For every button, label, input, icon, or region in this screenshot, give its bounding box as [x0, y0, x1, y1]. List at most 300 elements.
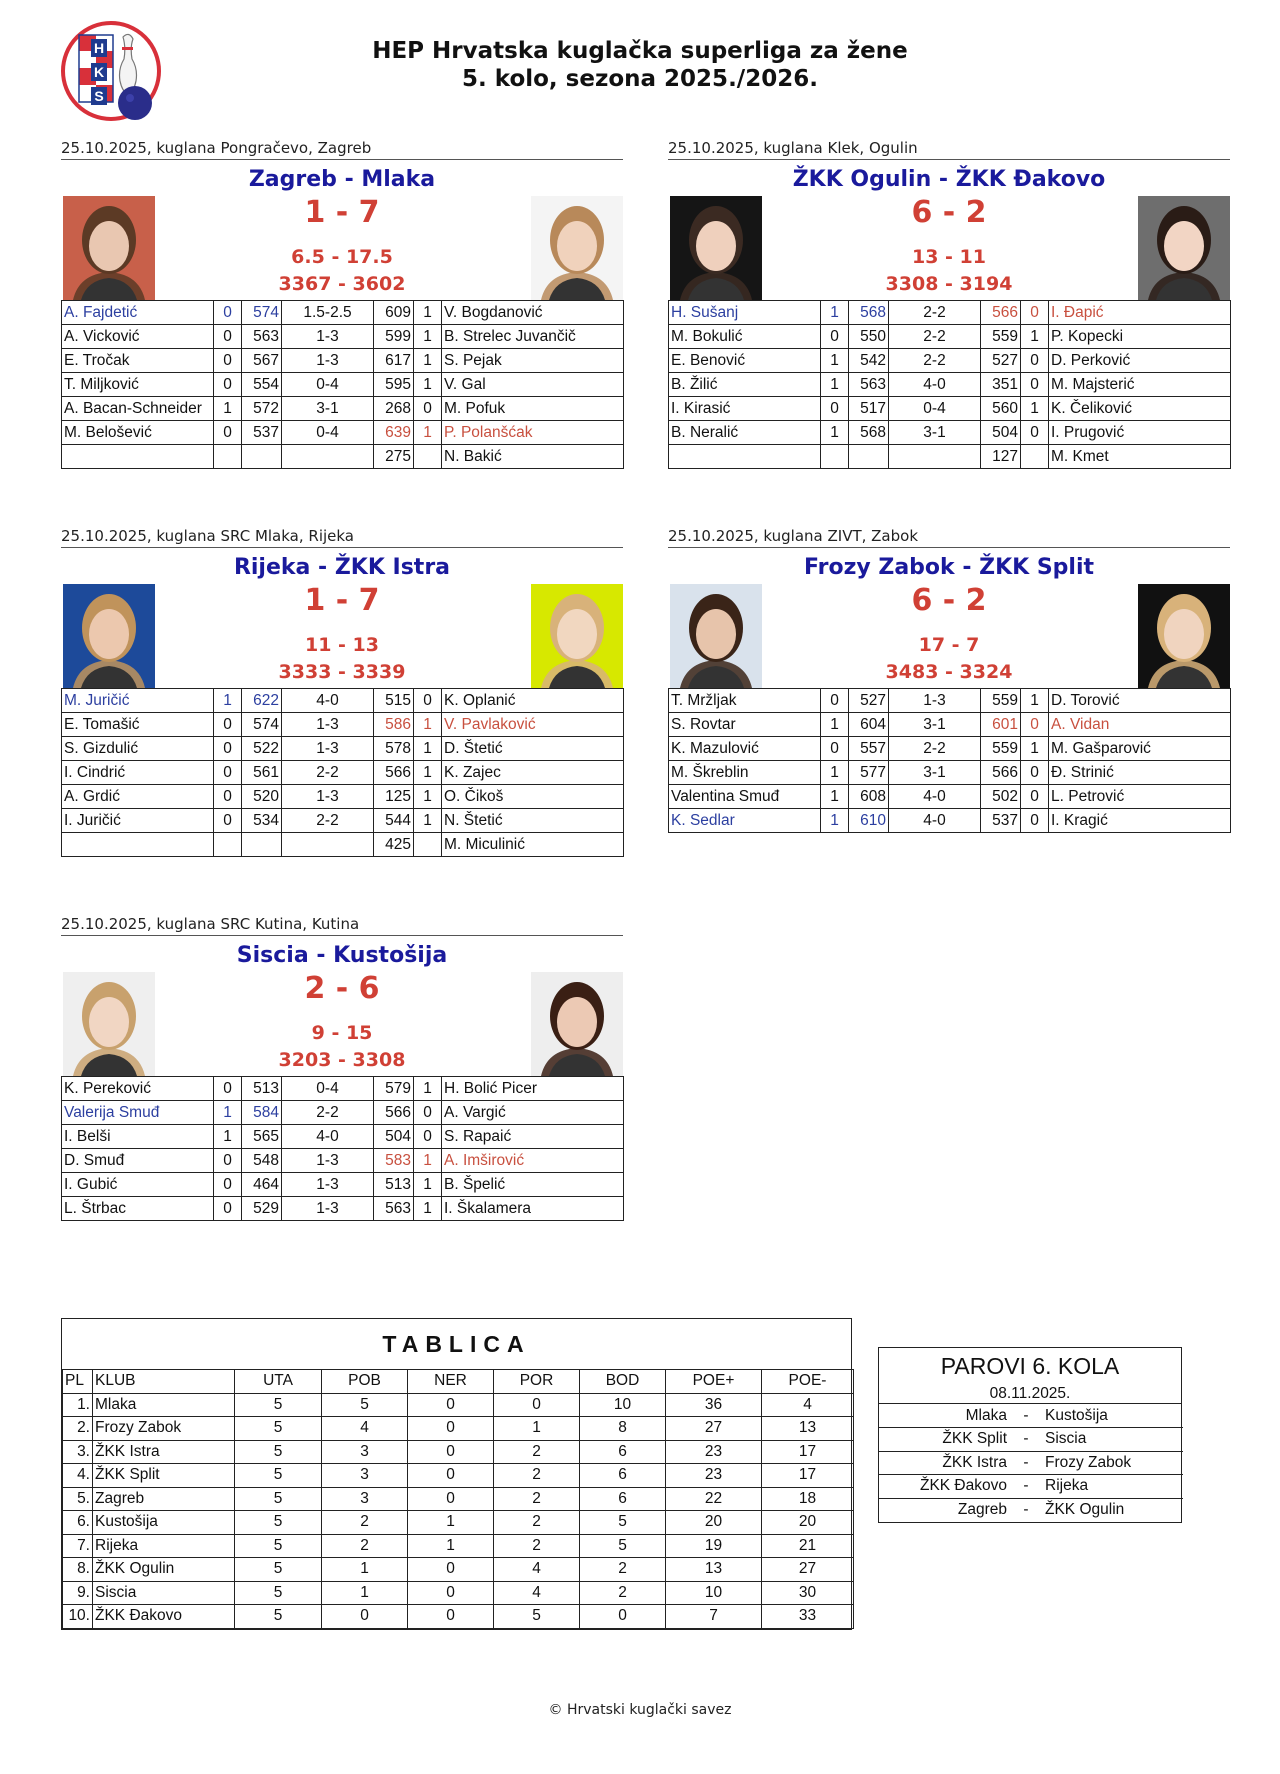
home-player: M. Škreblin: [669, 761, 821, 785]
away-player: K. Zajec: [442, 761, 624, 785]
away-point: [414, 833, 442, 857]
away-point: 1: [414, 325, 442, 349]
pair-row: [879, 1475, 1183, 1499]
table-row: [62, 397, 624, 421]
home-point: [214, 445, 242, 469]
table-row: [62, 325, 624, 349]
standings-header-cell: POR: [494, 1370, 580, 1394]
standings-cell: 36: [666, 1393, 762, 1417]
standings-cell: 3: [322, 1464, 408, 1488]
home-player: B. Žilić: [669, 373, 821, 397]
standings-cell: 5: [580, 1534, 666, 1558]
set-result: [282, 833, 374, 857]
standings-cell: 2: [494, 1464, 580, 1488]
home-player: Valentina Smuđ: [669, 785, 821, 809]
away-player: V. Pavlaković: [442, 713, 624, 737]
home-point: 0: [214, 809, 242, 833]
away-player: K. Čeliković: [1049, 397, 1231, 421]
home-point: 1: [821, 761, 849, 785]
match-sets: 11 - 13: [305, 634, 379, 656]
away-point: 1: [414, 373, 442, 397]
home-point: 0: [214, 349, 242, 373]
match-score: 6 - 2: [911, 583, 987, 618]
standings-cell: 4: [322, 1417, 408, 1441]
away-point: 1: [414, 1173, 442, 1197]
away-score: 515: [374, 689, 414, 713]
standings-cell: 5: [235, 1534, 322, 1558]
away-score: 559: [981, 689, 1021, 713]
set-result: [889, 445, 981, 469]
standings-cell: 5: [235, 1393, 322, 1417]
away-player: I. Prugović: [1049, 421, 1231, 445]
set-result: 4-0: [282, 1125, 374, 1149]
away-player: S. Pejak: [442, 349, 624, 373]
pair-home: ŽKK Split: [879, 1428, 1011, 1452]
away-player: S. Rapaić: [442, 1125, 624, 1149]
standings-header-cell: POE+: [666, 1370, 762, 1394]
away-score: 125: [374, 785, 414, 809]
match-score: 6 - 2: [911, 195, 987, 230]
set-result: 2-2: [889, 349, 981, 373]
standings-cell: 2: [322, 1534, 408, 1558]
page-subtitle: 5. kolo, sezona 2025./2026.: [462, 66, 818, 92]
home-score: 608: [849, 785, 889, 809]
home-score: 527: [849, 689, 889, 713]
standings-cell: 27: [666, 1417, 762, 1441]
standings-cell: 21: [762, 1534, 854, 1558]
standings-cell: ŽKK Istra: [93, 1440, 235, 1464]
home-player: A. Vicković: [62, 325, 214, 349]
match-score: 2 - 6: [304, 971, 380, 1006]
home-score: [242, 833, 282, 857]
standings-cell: 1: [322, 1581, 408, 1605]
home-point: 0: [214, 761, 242, 785]
home-player: I. Gubić: [62, 1173, 214, 1197]
standings-cell: 6: [580, 1440, 666, 1464]
home-score: 517: [849, 397, 889, 421]
standings-cell: 2: [494, 1487, 580, 1511]
away-player-photo: [1138, 584, 1230, 688]
home-score: 529: [242, 1197, 282, 1221]
away-point: [414, 445, 442, 469]
standings-cell: 5: [235, 1464, 322, 1488]
set-result: 0-4: [282, 1077, 374, 1101]
set-result: 0-4: [889, 397, 981, 421]
away-player: I. Đapić: [1049, 301, 1231, 325]
standings-cell: 20: [762, 1511, 854, 1535]
away-score: 566: [981, 301, 1021, 325]
set-result: 1-3: [282, 1173, 374, 1197]
pair-dash: -: [1023, 1501, 1029, 1518]
home-point: 1: [214, 689, 242, 713]
pair-row: [879, 1498, 1183, 1522]
table-row: [62, 1125, 624, 1149]
home-point: 1: [214, 1125, 242, 1149]
match-venue: 25.10.2025, kuglana ZIVT, Zabok: [668, 526, 1230, 548]
standings-header-cell: UTA: [235, 1370, 322, 1394]
standings-cell: 8: [580, 1417, 666, 1441]
home-score: 561: [242, 761, 282, 785]
home-score: 622: [242, 689, 282, 713]
away-score: 268: [374, 397, 414, 421]
set-result: 1-3: [282, 325, 374, 349]
standings-cell: 2: [580, 1558, 666, 1582]
home-score: 550: [849, 325, 889, 349]
table-row: [62, 689, 624, 713]
home-score: 574: [242, 301, 282, 325]
away-score: 425: [374, 833, 414, 857]
match-card: [61, 914, 623, 1221]
standings-header-cell: POB: [322, 1370, 408, 1394]
away-point: 0: [1021, 809, 1049, 833]
away-score: 275: [374, 445, 414, 469]
table-row: [669, 761, 1231, 785]
home-point: 1: [821, 809, 849, 833]
table-row: [62, 349, 624, 373]
home-player: [669, 445, 821, 469]
home-player: T. Mržljak: [669, 689, 821, 713]
away-player: B. Špelić: [442, 1173, 624, 1197]
set-result: [282, 445, 374, 469]
table-row: [62, 1077, 624, 1101]
standings-cell: 2: [494, 1511, 580, 1535]
away-score: 639: [374, 421, 414, 445]
standings-row: [63, 1440, 854, 1464]
home-player: K. Mazulović: [669, 737, 821, 761]
away-player-photo: [531, 196, 623, 300]
standings-cell: ŽKK Ogulin: [93, 1558, 235, 1582]
away-score: 601: [981, 713, 1021, 737]
table-row: [62, 833, 624, 857]
home-score: 542: [849, 349, 889, 373]
standings-cell: 0: [580, 1605, 666, 1629]
home-score: 584: [242, 1101, 282, 1125]
results-table: [61, 1076, 624, 1221]
home-point: 1: [214, 1101, 242, 1125]
match-score: 1 - 7: [304, 583, 380, 618]
away-point: 1: [414, 785, 442, 809]
standings-row: [63, 1605, 854, 1629]
away-score: 537: [981, 809, 1021, 833]
standings-cell: 10: [666, 1581, 762, 1605]
home-score: 534: [242, 809, 282, 833]
standings-cell: 0: [408, 1558, 494, 1582]
standings-cell: 4: [494, 1581, 580, 1605]
table-row: [669, 301, 1231, 325]
standings-cell: 0: [322, 1605, 408, 1629]
table-row: [669, 325, 1231, 349]
away-player: N. Bakić: [442, 445, 624, 469]
pair-home: Mlaka: [879, 1404, 1011, 1428]
standings-cell: 13: [762, 1417, 854, 1441]
standings-cell: 5: [235, 1605, 322, 1629]
table-row: [62, 301, 624, 325]
away-point: 1: [414, 1077, 442, 1101]
table-row: [669, 373, 1231, 397]
set-result: 1-3: [282, 1149, 374, 1173]
away-player: A. Vargić: [442, 1101, 624, 1125]
standings-header-cell: NER: [408, 1370, 494, 1394]
table-row: [62, 1197, 624, 1221]
away-player: M. Kmet: [1049, 445, 1231, 469]
away-point: 1: [414, 349, 442, 373]
away-player: D. Štetić: [442, 737, 624, 761]
home-player: I. Cindrić: [62, 761, 214, 785]
home-point: 1: [821, 301, 849, 325]
away-score: 579: [374, 1077, 414, 1101]
away-score: 351: [981, 373, 1021, 397]
standings-cell: 2: [494, 1440, 580, 1464]
away-score: 559: [981, 325, 1021, 349]
set-result: 2-2: [282, 761, 374, 785]
away-score: 599: [374, 325, 414, 349]
standings-cell: Rijeka: [93, 1534, 235, 1558]
table-row: [62, 713, 624, 737]
home-score: 574: [242, 713, 282, 737]
away-score: 502: [981, 785, 1021, 809]
away-player: D. Torović: [1049, 689, 1231, 713]
standings-cell: 17: [762, 1440, 854, 1464]
home-point: 0: [821, 737, 849, 761]
away-point: 1: [414, 421, 442, 445]
home-score: 548: [242, 1149, 282, 1173]
home-point: 0: [214, 421, 242, 445]
standings-cell: 30: [762, 1581, 854, 1605]
pair-dash: -: [1011, 1451, 1041, 1475]
standings-cell: 3: [322, 1487, 408, 1511]
home-score: 568: [849, 421, 889, 445]
away-score: 595: [374, 373, 414, 397]
set-result: 2-2: [889, 325, 981, 349]
away-score: 127: [981, 445, 1021, 469]
standings-cell: Siscia: [93, 1581, 235, 1605]
pair-away: Siscia: [1041, 1428, 1183, 1452]
away-score: 513: [374, 1173, 414, 1197]
match-teams: Rijeka - ŽKK Istra: [233, 555, 451, 580]
home-point: [214, 833, 242, 857]
set-result: 1-3: [889, 689, 981, 713]
home-score: 464: [242, 1173, 282, 1197]
pair-away: ŽKK Ogulin: [1045, 1501, 1125, 1518]
set-result: 1-3: [282, 349, 374, 373]
away-point: 1: [1021, 325, 1049, 349]
pair-home: ŽKK Istra: [879, 1451, 1011, 1475]
standings-cell: 0: [408, 1393, 494, 1417]
home-point: 1: [821, 421, 849, 445]
standings-header-cell: KLUB: [93, 1370, 235, 1394]
standings-cell: 0: [408, 1605, 494, 1629]
away-point: 1: [414, 1197, 442, 1221]
home-score: 563: [242, 325, 282, 349]
home-score: [849, 445, 889, 469]
match-card: [61, 526, 623, 857]
away-score: 566: [374, 1101, 414, 1125]
standings-cell: 10.: [63, 1605, 93, 1629]
home-player: I. Juričić: [62, 809, 214, 833]
standings-cell: 5: [580, 1511, 666, 1535]
table-row: [62, 445, 624, 469]
set-result: 4-0: [889, 809, 981, 833]
standings-row: [63, 1511, 854, 1535]
standings-cell: 4: [494, 1558, 580, 1582]
home-score: [242, 445, 282, 469]
away-point: 0: [414, 397, 442, 421]
away-player: I. Škalamera: [442, 1197, 624, 1221]
standings-cell: 17: [762, 1464, 854, 1488]
home-score: 522: [242, 737, 282, 761]
away-player: V. Bogdanović: [442, 301, 624, 325]
table-row: [669, 809, 1231, 833]
pair-row: [879, 1451, 1183, 1475]
table-row: [62, 809, 624, 833]
home-player: S. Rovtar: [669, 713, 821, 737]
standings-cell: 1: [408, 1511, 494, 1535]
away-score: 617: [374, 349, 414, 373]
standings-cell: 2: [322, 1511, 408, 1535]
pair-away: Frozy Zabok: [1041, 1451, 1183, 1475]
standings-header-cell: PL: [63, 1370, 93, 1394]
home-point: 0: [214, 1197, 242, 1221]
table-row: [669, 421, 1231, 445]
match-venue: 25.10.2025, kuglana SRC Kutina, Kutina: [61, 914, 623, 936]
home-score: 568: [849, 301, 889, 325]
away-player: Đ. Strinić: [1049, 761, 1231, 785]
set-result: 3-1: [889, 713, 981, 737]
standings-cell: 5: [235, 1581, 322, 1605]
standings-cell: 18: [762, 1487, 854, 1511]
away-score: 566: [981, 761, 1021, 785]
away-player: D. Perković: [1049, 349, 1231, 373]
home-player: I. Belši: [62, 1125, 214, 1149]
hks-logo: [61, 21, 165, 125]
away-point: 1: [414, 301, 442, 325]
home-player: Valerija Smuđ: [62, 1101, 214, 1125]
home-player: S. Gizdulić: [62, 737, 214, 761]
match-sets: 17 - 7: [918, 634, 980, 656]
away-point: 0: [1021, 301, 1049, 325]
home-point: 1: [821, 373, 849, 397]
home-score: 537: [242, 421, 282, 445]
table-row: [62, 737, 624, 761]
home-score: 604: [849, 713, 889, 737]
away-score: 544: [374, 809, 414, 833]
standings-cell: 5: [235, 1487, 322, 1511]
set-result: 3-1: [889, 761, 981, 785]
standings-cell: 5: [494, 1605, 580, 1629]
home-player: E. Tročak: [62, 349, 214, 373]
home-player: A. Fajdetić: [62, 301, 214, 325]
away-score: 566: [374, 761, 414, 785]
standings-cell: 9.: [63, 1581, 93, 1605]
away-score: 563: [374, 1197, 414, 1221]
away-player: V. Gal: [442, 373, 624, 397]
set-result: 1-3: [282, 1197, 374, 1221]
match-score: 1 - 7: [304, 195, 380, 230]
match-pins: 3483 - 3324: [885, 661, 1013, 683]
standings-cell: 1.: [63, 1393, 93, 1417]
standings-cell: 23: [666, 1464, 762, 1488]
home-point: 0: [821, 397, 849, 421]
home-player: E. Tomašić: [62, 713, 214, 737]
away-point: 1: [414, 809, 442, 833]
away-player-photo: [531, 584, 623, 688]
standings-cell: 27: [762, 1558, 854, 1582]
set-result: 2-2: [282, 809, 374, 833]
table-row: [62, 761, 624, 785]
table-row: [669, 397, 1231, 421]
match-card: [668, 138, 1230, 469]
home-score: 563: [849, 373, 889, 397]
set-result: 4-0: [889, 785, 981, 809]
standings-cell: 13: [666, 1558, 762, 1582]
set-result: 1-3: [282, 713, 374, 737]
pair-away: Rijeka: [1041, 1475, 1183, 1499]
results-table: [668, 688, 1231, 833]
away-score: 609: [374, 301, 414, 325]
home-score: 572: [242, 397, 282, 421]
standings-cell: 20: [666, 1511, 762, 1535]
pair-row: [879, 1428, 1183, 1452]
standings-title: TABLICA: [382, 1331, 531, 1357]
table-row: [669, 785, 1231, 809]
set-result: 3-1: [282, 397, 374, 421]
away-score: 560: [981, 397, 1021, 421]
match-card: [61, 138, 623, 469]
home-player: A. Bacan-Schneider: [62, 397, 214, 421]
home-player: D. Smuđ: [62, 1149, 214, 1173]
table-row: [669, 713, 1231, 737]
match-teams: Zagreb - Mlaka: [248, 167, 436, 192]
away-point: 0: [1021, 713, 1049, 737]
away-point: 0: [1021, 421, 1049, 445]
standings-cell: 5.: [63, 1487, 93, 1511]
home-player: E. Benović: [669, 349, 821, 373]
standings-cell: 6.: [63, 1511, 93, 1535]
standings-cell: 0: [408, 1581, 494, 1605]
set-result: 2-2: [282, 1101, 374, 1125]
copyright-footer: © Hrvatski kuglački savez: [548, 1702, 732, 1718]
away-point: 0: [1021, 785, 1049, 809]
standings-cell: 8.: [63, 1558, 93, 1582]
home-player: T. Miljković: [62, 373, 214, 397]
standings-cell: 0: [494, 1393, 580, 1417]
set-result: 4-0: [282, 689, 374, 713]
match-sets: 9 - 15: [311, 1022, 373, 1044]
home-player: L. Štrbac: [62, 1197, 214, 1221]
standings-cell: 2: [580, 1581, 666, 1605]
pair-home: Zagreb: [957, 1501, 1007, 1518]
pair-away: Kustošija: [1041, 1404, 1183, 1428]
away-point: 0: [1021, 349, 1049, 373]
standings-table: [61, 1318, 852, 1630]
away-player: P. Kopecki: [1049, 325, 1231, 349]
standings-cell: 4.: [63, 1464, 93, 1488]
away-player: P. Polanšćak: [442, 421, 624, 445]
away-score: 578: [374, 737, 414, 761]
set-result: 1-3: [282, 785, 374, 809]
home-player: [62, 445, 214, 469]
set-result: 0-4: [282, 373, 374, 397]
standings-row: [63, 1487, 854, 1511]
away-player: K. Oplanić: [442, 689, 624, 713]
standings-row: [63, 1581, 854, 1605]
match-teams: ŽKK Ogulin - ŽKK Đakovo: [792, 167, 1106, 192]
away-player: A. Imširović: [442, 1149, 624, 1173]
standings-header-cell: BOD: [580, 1370, 666, 1394]
away-player-photo: [531, 972, 623, 1076]
home-point: 0: [821, 689, 849, 713]
standings-cell: 3.: [63, 1440, 93, 1464]
